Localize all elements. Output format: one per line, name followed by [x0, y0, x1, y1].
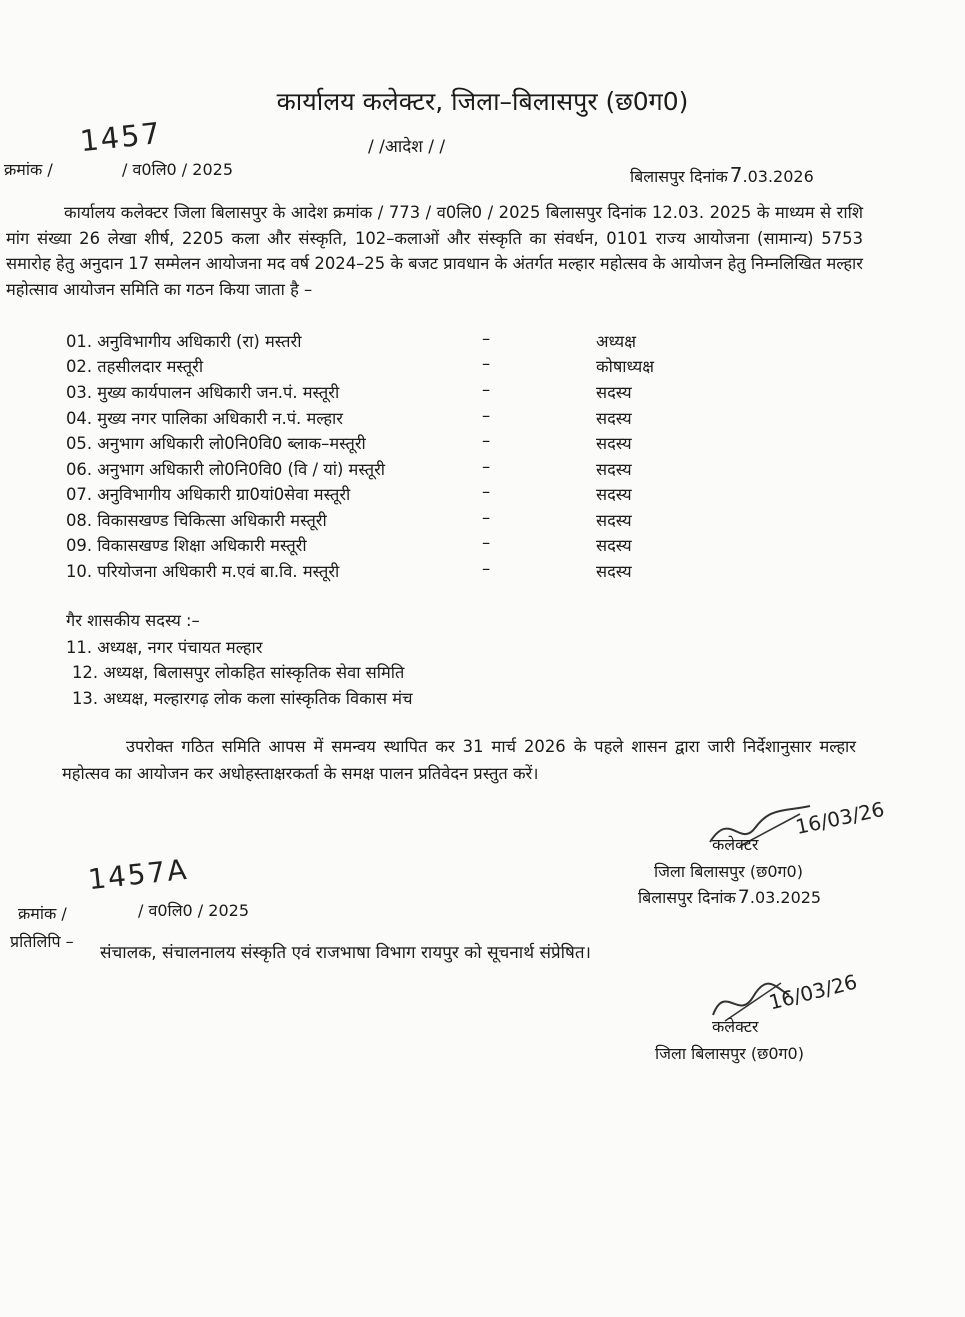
- member-dash: –: [482, 431, 491, 450]
- member-dash: –: [482, 329, 491, 348]
- member-name: 04. मुख्य नगर पालिका अधिकारी न.पं. मल्हार: [66, 409, 343, 428]
- page-title: कार्यालय कलेक्टर, जिला–बिलासपुर (छ0ग0): [276, 87, 689, 116]
- signature-designation: कलेक्टर: [712, 835, 759, 854]
- member-row: [66, 431, 686, 456]
- member-name: 02. तहसीलदार मस्तूरी: [66, 357, 204, 376]
- member-dash: –: [482, 380, 491, 399]
- handwritten-signature-date: 16/03/26: [766, 969, 860, 1015]
- member-role: सदस्य: [596, 562, 632, 581]
- non-gov-member: 12. अध्यक्ष, बिलासपुर लोकहित सांस्कृतिक सेवा समिति: [72, 663, 405, 682]
- place-date-label: बिलासपुर दिनांक: [630, 167, 728, 186]
- closing-paragraph: उपरोक्त गठित समिति आपस में समन्वय स्थापित कर 31 मार्च 2026 के पहले शासन द्वारा जारी निर्देशानुसार मल्हार महोत्सव का आयोजन कर अधोहस्ताक्षरकर्ता के समक्ष पालन प्रतिवेदन प्रस्तुत करें।: [62, 737, 856, 783]
- handwritten-copy-number: 1457A: [86, 852, 190, 897]
- member-dash: –: [482, 406, 491, 425]
- member-role: सदस्य: [596, 383, 632, 402]
- member-name: 10. परियोजना अधिकारी म.एवं बा.वि. मस्तूरी: [66, 562, 340, 581]
- order-heading: / /आदेश / /: [368, 137, 446, 157]
- member-dash: –: [482, 533, 491, 552]
- member-row: [66, 406, 686, 431]
- non-gov-heading: गैर शासकीय सदस्य :–: [66, 611, 200, 630]
- member-row: [66, 482, 686, 507]
- non-gov-member: 11. अध्यक्ष, नगर पंचायत मल्हार: [66, 638, 263, 657]
- member-row: [66, 559, 686, 584]
- member-role: सदस्य: [596, 485, 632, 504]
- signature-handwritten-day: 7: [737, 886, 750, 908]
- handwritten-order-number: 1457: [78, 115, 164, 159]
- signature-date-label: बिलासपुर दिनांक: [638, 888, 736, 907]
- signature-district: जिला बिलासपुर (छ0ग0): [655, 1044, 804, 1063]
- member-row: [66, 380, 686, 405]
- member-row: [66, 457, 686, 482]
- member-row: [66, 533, 686, 558]
- member-row: [66, 329, 686, 354]
- signature-date-rest: .03.2025: [749, 888, 822, 907]
- date-rest: .03.2026: [742, 167, 814, 186]
- member-role: सदस्य: [596, 536, 632, 555]
- member-name: 07. अनुविभागीय अधिकारी ग्रा0यां0सेवा मस्तूरी: [66, 485, 351, 504]
- member-role: सदस्य: [596, 511, 632, 530]
- member-dash: –: [482, 482, 491, 501]
- copy-text: संचालक, संचालनालय संस्कृति एवं राजभाषा विभाग रायपुर को सूचनार्थ संप्रेषित।: [100, 943, 591, 963]
- member-row: [66, 508, 686, 533]
- member-dash: –: [482, 354, 491, 373]
- copy-ref-suffix: / व0लि0 / 2025: [138, 901, 250, 920]
- member-name: 03. मुख्य कार्यपालन अधिकारी जन.पं. मस्तूरी: [66, 383, 340, 402]
- copy-ref-prefix: क्रमांक /: [18, 904, 67, 923]
- member-name: 06. अनुभाग अधिकारी लो0नि0वि0 (वि / यां) मस्तूरी: [66, 460, 386, 479]
- intro-paragraph: कार्यालय कलेक्टर जिला बिलासपुर के आदेश क्रमांक / 773 / व0लि0 / 2025 बिलासपुर दिनांक 12.03. 2025 के माध्यम से राशि मांग संख्या 26 लेखा शीर्ष, 2205 कला और संस्कृति, 102–कलाओं और संस्कृति का संवर्धन, 0101 राज्य आयोजना (सामान्य) 5753 समारोह हेतु अनुदान 17 सम्मेलन आयोजना मद वर्ष 2024–25 के बजट प्रावधान के अंतर्गत मल्हार महोत्सव के आयोजन हेतु निम्नलिखित मल्हार महोत्साव आयोजन समिति का गठन किया जाता है –: [6, 203, 863, 299]
- non-gov-member: 13. अध्यक्ष, मल्हारगढ़ लोक कला सांस्कृतिक विकास मंच: [72, 689, 413, 708]
- ref-suffix: / व0लि0 / 2025: [122, 160, 234, 179]
- member-role: अध्यक्ष: [596, 332, 636, 351]
- member-role: सदस्य: [596, 434, 632, 453]
- handwritten-day: 7: [729, 163, 743, 187]
- handwritten-signature-date: 16/03/26: [793, 796, 887, 840]
- member-role: कोषाध्यक्ष: [596, 357, 654, 376]
- member-role: सदस्य: [596, 460, 632, 479]
- signature-designation: कलेक्टर: [712, 1017, 759, 1036]
- member-name: 08. विकासखण्ड चिकित्सा अधिकारी मस्तूरी: [66, 511, 327, 530]
- member-dash: –: [482, 457, 491, 476]
- copy-label: प्रतिलिपि –: [10, 932, 74, 951]
- member-role: सदस्य: [596, 409, 632, 428]
- signature-district: जिला बिलासपुर (छ0ग0): [654, 862, 803, 881]
- member-name: 09. विकासखण्ड शिक्षा अधिकारी मस्तूरी: [66, 536, 307, 555]
- member-dash: –: [482, 559, 491, 578]
- signature-place-date: [638, 886, 821, 908]
- member-dash: –: [482, 508, 491, 527]
- ref-prefix: क्रमांक /: [4, 160, 53, 179]
- member-row: [66, 354, 686, 379]
- place-date: [630, 163, 814, 187]
- member-name: 05. अनुभाग अधिकारी लो0नि0वि0 ब्लाक–मस्तूरी: [66, 434, 366, 453]
- member-name: 01. अनुविभागीय अधिकारी (रा) मस्तरी: [66, 332, 302, 351]
